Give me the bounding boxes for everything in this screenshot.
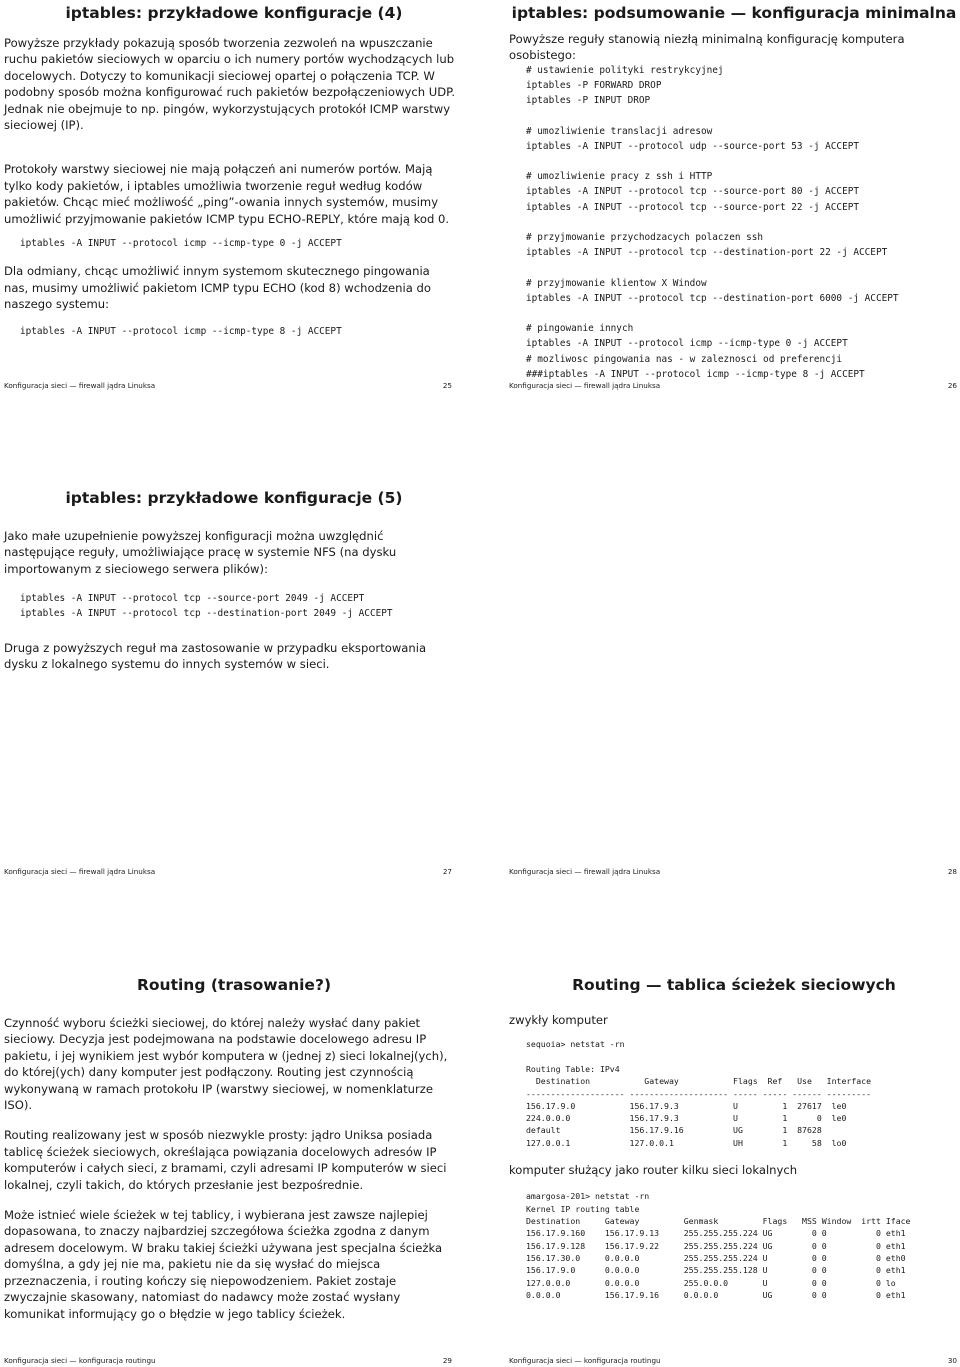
footer: [509, 381, 957, 391]
paragraph: Może istnieć wiele ścieżek w tej tablicy, i wybierana jest zawsze najlepiej dopasowana, to znaczy najbardziej szczegółowa ścieżka zgodna z danym adresem docelowym. W braku takiej ścieżki używana jest specjalna ścieżka domyślna, a gdy jej nie ma, pakietu nie da się wysłać do miejsca przeznaczenia, i routing kończy się niepowodzeniem. Pakiet zostaje zwyczajnie skasowany, natomiast do nadawcy może zostać wysłany komunikat informujący go o błędzie w jego tablicy ścieżek.: [4, 1208, 443, 1321]
code-block: iptables -A INPUT --protocol icmp --icmp-type 8 -j ACCEPT: [20, 326, 342, 338]
slide-title: iptables: podsumowanie — konfiguracja minimalna: [511, 4, 957, 22]
footer-title: Konfiguracja sieci — firewall jądra Linuksa: [4, 381, 156, 390]
paragraph: Routing realizowany jest w sposób niezwykle prosty: jądro Uniksa posiada tablicę ścieżek sieciowych, określająca powiązania docelowych adresów IP komputerów i całych sieci, z bramami, czyli adresami IP komputerów w sieci lokalnej, czyli takich, do których przesłanie jest bezpośrednie.: [4, 1128, 447, 1192]
code-block: # ustawienie polityki restrykcyjnej iptables -P FORWARD DROP iptables -P INPUT DROP # umozliwienie translacji adresow iptables -A INPUT --protocol udp --source-port 53 -j ACCEPT # umozliwienie pracy z ssh i HTTP iptables -A INPUT --protocol tcp --source-port 80 -j ACCEPT iptables -A INPUT --protocol tcp --source-port 22 -j ACCEPT # przyjmowanie przychodzacych polaczen ssh iptables -A INPUT --protocol tcp --destination-port 22 -j ACCEPT # przyjmowanie klientow X Window iptables -A INPUT --protocol tcp --destination-port 6000 -j ACCEPT # pingowanie innych iptables -A INPUT --protocol icmp --icmp-type 0 -j ACCEPT # mozliwosc pingowania nas - w zaleznosci od preferencji ###iptables -A INPUT --protocol icmp --icmp-type 8 -j ACCEPT: [526, 64, 899, 380]
page-number: 28: [947, 867, 957, 876]
footer-title: Konfiguracja sieci — firewall jądra Linuksa: [509, 381, 661, 390]
paragraph: zwykły komputer: [509, 1013, 608, 1027]
slide-26: [508, 0, 960, 382]
paragraph: Protokoły warstwy sieciowej nie mają połączeń ani numerów portów. Mają tylko kody pakietów, i iptables umożliwia tworzenie reguł według kodów pakietów. Chcąc mieć możliwość „ping”-owania innych systemów, musimy umożliwić przyjmowanie pakietów ICMP typu ECHO-REPLY, które mają kod 0.: [4, 162, 450, 226]
slide-title: iptables: przykładowe konfiguracje (4): [65, 4, 403, 22]
slide-title: Routing (trasowanie?): [136, 976, 332, 994]
footer: [4, 867, 452, 877]
paragraph: Czynność wyboru ścieżki sieciowej, do której należy wysłać dany pakiet sieciowy. Decyzja jest podejmowana na podstawie docelowego adresu IP pakietu, i jej wynikiem jest wybór komputera w (jednej z) sieci lokalnej(ych), do której(ych) dany komputer jest podłączony. Routing jest czynnością wykonywaną w ramach protokołu IP (warstwy sieciowej, w nomenklaturze ISO).: [4, 1016, 448, 1113]
footer-title: Konfiguracja sieci — konfiguracja routingu: [509, 1356, 661, 1365]
paragraph: Powyższe reguły stanowią niezłą minimalną konfigurację komputera osobistego:: [509, 32, 905, 63]
paragraph: Powyższe przykłady pokazują sposób tworzenia zezwoleń na wpuszczanie ruchu pakietów sieciowych w oparciu o ich numery portów wychodzących lub docelowych. Dotyczy to komunikacji sieciowej opartej o połączenia TCP. W podobny sposób można konfigurować ruch pakietów bezpołączeniowych UDP. Jednak nie obejmuje to np. pingów, wykorzystujących protokół ICMP warstwy sieciowej (IP).: [4, 36, 456, 133]
code-block: amargosa-201> netstat -rn Kernel IP routing table Destination Gateway Genmask Flags MSS Window irtt Iface 156.17.9.160 156.17.9.13 255.255.255.224 UG 0 0 0 eth1 156.17.9.128 156.17.9.22 255.255.255.224 UG 0 0 0 eth1 156.17.30.0 0.0.0.0 255.255.255.224 U 0 0 0 eth0 156.17.9.0 0.0.0.0 255.255.255.128 U 0 0 0 eth1 127.0.0.0 0.0.0.0 255.0.0.0 U 0 0 0 lo 0.0.0.0 156.17.9.16 0.0.0.0 UG 0 0 0 eth1: [526, 1191, 911, 1300]
code-block: iptables -A INPUT --protocol tcp --source-port 2049 -j ACCEPT iptables -A INPUT --protocol tcp --destination-port 2049 -j ACCEPT: [20, 593, 393, 620]
slide-title: iptables: przykładowe konfiguracje (5): [65, 489, 403, 507]
slide-30: [508, 975, 960, 1301]
page-number: 30: [947, 1356, 957, 1365]
footer: [509, 867, 957, 877]
footer: [4, 381, 452, 391]
slide-27: [0, 488, 468, 672]
footer: [509, 1356, 957, 1366]
paragraph: Jako małe uzupełnienie powyższej konfiguracji można uwzględnić następujące reguły, umożliwiające pracę w systemie NFS (na dysku importowanym z sieciowego serwera plików):: [4, 529, 397, 576]
footer-title: Konfiguracja sieci — konfiguracja routingu: [4, 1356, 156, 1365]
page-number: 25: [442, 381, 452, 390]
page-number: 26: [947, 381, 957, 390]
paragraph: Dla odmiany, chcąc umożliwić innym systemom skutecznego pingowania nas, musimy umożliwić pakietom ICMP typu ECHO (kod 8) wchodzenia do naszego systemu:: [4, 264, 431, 312]
page-number: 27: [442, 867, 452, 876]
code-block: sequoia> netstat -rn Routing Table: IPv4 Destination Gateway Flags Ref Use Interface -------------------- -------------------- ----- ----- ------ --------- 156.17.9.0 156.17.9.3 U 1 27617 le0 224.0.0.0 156.17.9.3 U 1 0 le0 default 156.17.9.16 UG 1 87628 127.0.0.1 127.0.0.1 UH 1 58 lo0: [526, 1039, 872, 1148]
footer-title: Konfiguracja sieci — firewall jądra Linuksa: [509, 867, 661, 876]
code-block: iptables -A INPUT --protocol icmp --icmp-type 0 -j ACCEPT: [20, 238, 342, 250]
slide-25: [0, 0, 468, 340]
footer: [4, 1356, 452, 1366]
slide-title: Routing — tablica ścieżek sieciowych: [572, 976, 896, 994]
footer-title: Konfiguracja sieci — firewall jądra Linuksa: [4, 867, 156, 876]
paragraph: komputer służący jako router kilku sieci lokalnych: [509, 1163, 798, 1178]
slide-29: [0, 975, 468, 1322]
page-number: 29: [442, 1356, 452, 1365]
paragraph: Druga z powyższych reguł ma zastosowanie w przypadku eksportowania dysku z lokalnego systemu do innych systemów w sieci.: [4, 640, 427, 672]
